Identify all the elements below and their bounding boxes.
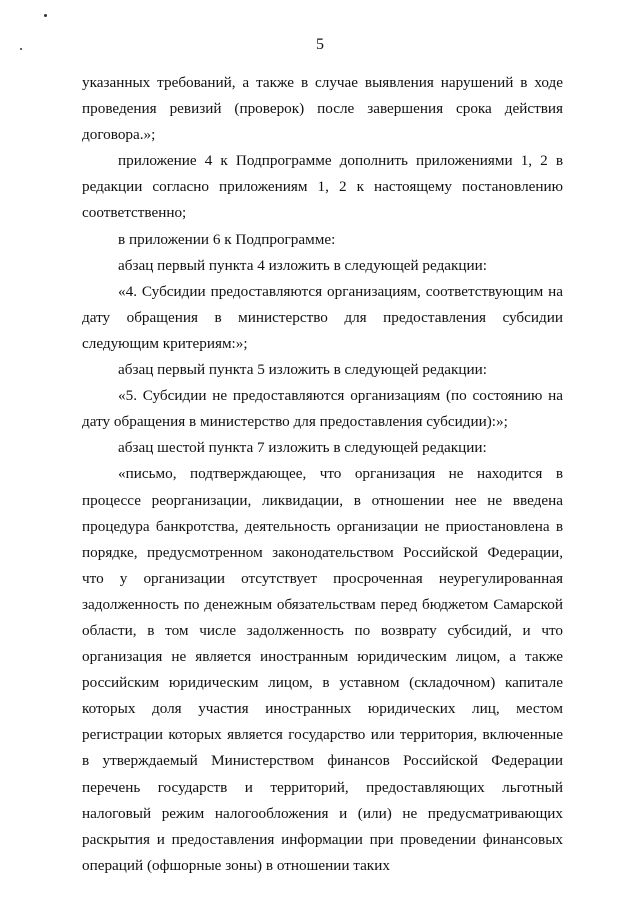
paragraph: абзац первый пункта 5 изложить в следующей редакции: — [118, 361, 488, 379]
scan-speck — [44, 14, 47, 17]
paragraph: в приложении 6 к Подпрограмме: — [118, 230, 336, 248]
page-number: 5 — [316, 36, 324, 53]
paragraph: указанных требований, а также в случае выявления нарушений в ходе проведения ревизий (проверок) после завершения срока действия договора.»; — [82, 74, 563, 144]
paragraph: «4. Субсидии предоставляются организациям, соответствующим на дату обращения в министерство для предоставления субсидии следующим критериям:»; — [82, 282, 563, 352]
paragraph: приложение 4 к Подпрограмме дополнить приложениями 1, 2 в редакции согласно приложениям 1, 2 к настоящему постановлению соответственно; — [82, 152, 563, 222]
paragraph: «письмо, подтверждающее, что организация не находится в процессе реорганизации, ликвидации, в отношении нее не введена процедура банкротства, деятельность организации не приостановлена в порядке, предусмотренном законодательством Российской Федерации, что у организации отсутствует просроченная неурегулированная задолженность по денежным обязательствам перед бюджетом Самарской области, в том числе задолженность по возврату субсидий, и что организация не является иностранным юридическим лицом, а также российским юридическим лицом, в уставном (складочном) капитале которых доля участия иностранных юридических лиц, местом регистрации которых является государство или территория, включенные в утверждаемый Министерством финансов Российской Федерации перечень государств и территорий, предоставляющих льготный налоговый режим налогообложения и (или) не предусматривающих раскрытия и предоставления информации при проведении финансовых операций (офшорные зоны) в отношении таких — [82, 465, 563, 874]
document-body — [82, 70, 563, 879]
paragraph: «5. Субсидии не предоставляются организациям (по состоянию на дату обращения в министерство для предоставления субсидии):»; — [82, 387, 563, 431]
paragraph: абзац первый пункта 4 изложить в следующей редакции: — [118, 256, 488, 274]
paragraph: абзац шестой пункта 7 изложить в следующей редакции: — [118, 439, 487, 457]
